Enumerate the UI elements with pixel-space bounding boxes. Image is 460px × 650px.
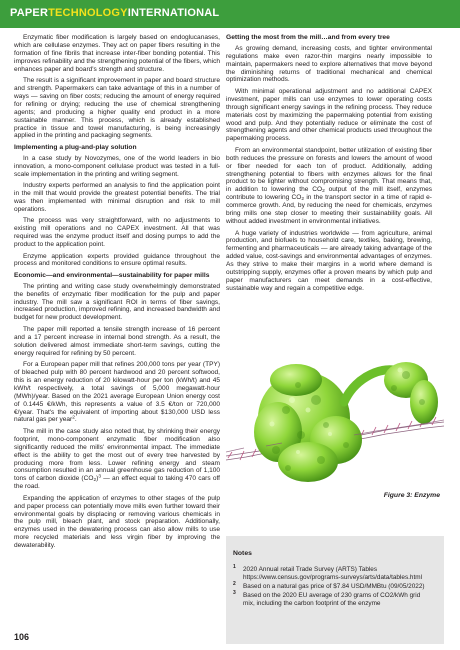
enzyme-protein	[254, 362, 438, 482]
brand-international: INTERNATIONAL	[127, 7, 220, 19]
paragraph: Enzyme application experts provided guidance throughout the process and monitored conditions to ensure optimal results.	[14, 252, 220, 268]
paragraph: For a European paper mill that refines 200,000 tons per year (TPY) of bleached pulp with 80 percent hardwood and 20 percent softwood, this is an energy reduction of 20 kilowatt-hour per ton (kWh/t) and 45 kWh/t respectively, a total savings of 5,000 megawatt-hour (MWh)/year. Based on the 2021 average European Union energy cost of 0.1445 €/kWh, this represents a value of 3.5 €/ton or 720,000 €/year. That's the equivalent of importing about $130,000 USD less natural gas per year$^2$.	[14, 361, 220, 424]
brand-paper: PAPER	[10, 7, 49, 19]
note-number: 1	[233, 564, 236, 570]
paragraph: A huge variety of industries worldwide — from agriculture, animal production, and biofuels to household care, textiles, baking, brewing, fermenting and pharmaceuticals — are already taking advantage of the added value, cost-savings and environmental advantages of enzymes. As they strive to make their margins in a world where demand is outstripping supply, enzymes offer a proven means by which pulp and paper manufacturers can meet demands in a cost-effective, sustainable way and regain a competitive edge.	[226, 229, 432, 292]
note-link[interactable]: https://www.census.gov/programs-surveys/arts/data/tables.html	[243, 573, 423, 581]
paragraph-text: The mill in the case study also noted that, by shrinking their energy footprint, mono-component enzymatic fiber modification also significantly reduced the mills' environmental impact. The immediate effect is the ability to get the most out of every tree harvested by producing more from less. Lower refining energy and steam consumption resulted in an annual greenhouse gas reduction of 1,100 tons of carbon dioxide (CO	[14, 427, 220, 483]
paragraph: The mill in the case study also noted that, by shrinking their energy footprint, mono-component enzymatic fiber modification also significantly reduced the mills' environmental impact. The immediate effect is the ability to get the most out of every tree harvested by producing more from less. Lower refining energy and steam consumption resulted in an annual greenhouse gas reduction of 1,100 tons of carbon dioxide $(CO_2)^3$ — an effect equal to taking 470 cars off the road.	[14, 427, 220, 491]
enzyme-figure	[226, 340, 444, 492]
paragraph	[226, 147, 432, 226]
page-header	[0, 0, 460, 28]
paragraph-text: — an effect equal to taking 470 cars off the road.	[14, 475, 220, 491]
paragraph: The printing and writing case study overwhelmingly demonstrated the benefits of enzymatic fiber modification for the pulp and paper industry. The mill saw a significant ROI in terms of fiber savings, increased production, improved refining, and increased bandwidth and budget for new product development.	[14, 282, 220, 322]
note-text: Based on the 2020 EU average of 230 grams of CO2/kWh grid	[243, 592, 421, 599]
paragraph-text: in the transport sector in a time of rapid e-commerce growth. And, by reducing the need for chemicals, enzymes bring mills one step closer to meeting their sustainability goals. All without added investment in environmental initiatives.	[226, 194, 432, 226]
left-column	[14, 34, 220, 554]
note-text: 2020 Annual retail Trade Survey (ARTS) Tables	[243, 566, 378, 573]
paragraph: Industry experts performed an analysis to find the application point in the mill that would provide the greatest potential benefits. The trial was then implemented with minimal disruption and risk to mill operations.	[14, 182, 220, 213]
note-number: 3	[233, 590, 236, 596]
paragraph: As growing demand, increasing costs, and tighter environmental regulations make even razor-thin margins nearly impossible to maintain, papermakers need to explore alternatives that move beyond the diminishing returns of traditional mechanical and chemical optimization methods.	[226, 44, 432, 84]
paragraph: With minimal operational adjustment and no additional CAPEX investment, paper mills can use enzymes to lower operating costs through significant energy savings in the refining process. They reduce materials cost by maximizing the papermaking potential from existing wood and pulp. And they potentially reduce or eliminate the cost of strengthening agents and other chemical products used throughout the papermaking process.	[226, 87, 432, 143]
paragraph: Expanding the application of enzymes to other stages of the pulp and paper process can potentially move mills even further toward their environmental goals by displacing or removing various chemicals in the pulp mill, bleach plant, and stock preparation. Additionally, enzymes used in the dewatering process can also allow mills to use more recycled materials and less virgin fiber by improving the dewaterability.	[14, 494, 220, 550]
page-number: 106	[14, 632, 30, 642]
paragraph-text: From an environmental standpoint, better utilization of existing fiber both reduces the pressure on forests and lowers the amount of wood or fiber needed for each ton of product. Additionally, adding strengthening potential to fibers with enzymes allows for the final product to be lighter without compromising strength. That means that, in addition to lowering the CO	[226, 146, 432, 194]
note-item	[233, 592, 448, 608]
paragraph-text: For a European paper mill that refines 200,000 tons per year (TPY) of bleached pulp with 80 percent hardwood and 20 percent softwood, this is an energy reduction of 20 kilowatt-hour per ton (kWh/t) and 45 kWh/t respectively, a total savings of 5,000 megawatt-hour (MWh)/year. Based on the 2021 average European Union energy cost of 0.1445 €/kWh, this represents a value of 3.5 €/ton or 720,000 €/year. That's the equivalent of importing about $130,000 USD less natural gas per year	[14, 361, 220, 424]
paragraph: The process was very straightforward, with no adjustments to existing mill operations and no CAPEX investment. All that was required was the enzyme product itself and dosing pumps to add the product to the application point.	[14, 217, 220, 249]
notes-title: Notes	[233, 550, 252, 557]
note-text: mix, including the carbon footprint of the enzyme	[243, 599, 381, 607]
note-item	[233, 566, 448, 582]
footnote-ref: 3	[98, 474, 101, 480]
section-heading: Getting the most from the mill…and from every tree	[226, 34, 390, 41]
note-item	[233, 583, 448, 591]
section-heading: Implementing a plug-and-play solution	[14, 143, 137, 151]
paragraph-text: output of the mill itself, enzymes contribute to lowering CO	[226, 186, 432, 202]
footnote-ref: 2	[72, 415, 75, 421]
notes-box	[226, 536, 444, 644]
enzyme-illustration	[226, 340, 444, 492]
subscript: 2	[93, 478, 97, 484]
paragraph: The paper mill reported a tensile strength increase of 16 percent and a 17 percent increase in internal bond strength. As a result, the solution delivered almost immediate short-term savings, cutting the energy required for refining by 50 percent.	[14, 325, 220, 357]
subscript: 2	[322, 189, 325, 195]
note-number: 2	[233, 581, 236, 587]
magazine-brand	[10, 7, 219, 19]
paragraph: In a case study by Novozymes, one of the world leaders in bio innovation, a mono-component cellulase product was tested in a full-scale implementation in the printing and writing segment.	[14, 154, 220, 178]
note-text: Based on a natural gas price of $7.84 USD/MMBtu (09/05/2022)	[243, 583, 425, 590]
section-heading: Economic—and environmental—sustainability for paper mills	[14, 271, 210, 279]
subscript: 2	[301, 197, 305, 203]
paragraph: Enzymatic fiber modification is largely based on endoglucanases, which are cellulase enzymes. They act on paper fibers resulting in the formation of fine fibrils that increase inter-fiber bonding potential. This improves refinability and the strengthening potential of the fibers, which enhances paper and board's strength and structure.	[14, 34, 220, 73]
right-column	[226, 34, 432, 296]
figure-caption: Figure 3: Enzyme	[383, 492, 440, 499]
paragraph: The result is a significant improvement in paper and board structure and strength. Papermakers can take advantage of this in a number of ways — saving on fiber costs; reducing the amount of energy required for refining or drying; reducing the use of chemical strengthening agents; and producing a higher quality end product in a more sustainable manner. This process, which is already established practice in tissue and towel manufacturing, is being increasingly applied in the printing and packaging segments.	[14, 77, 220, 140]
brand-technology: TECHNOLOGY	[48, 7, 128, 19]
